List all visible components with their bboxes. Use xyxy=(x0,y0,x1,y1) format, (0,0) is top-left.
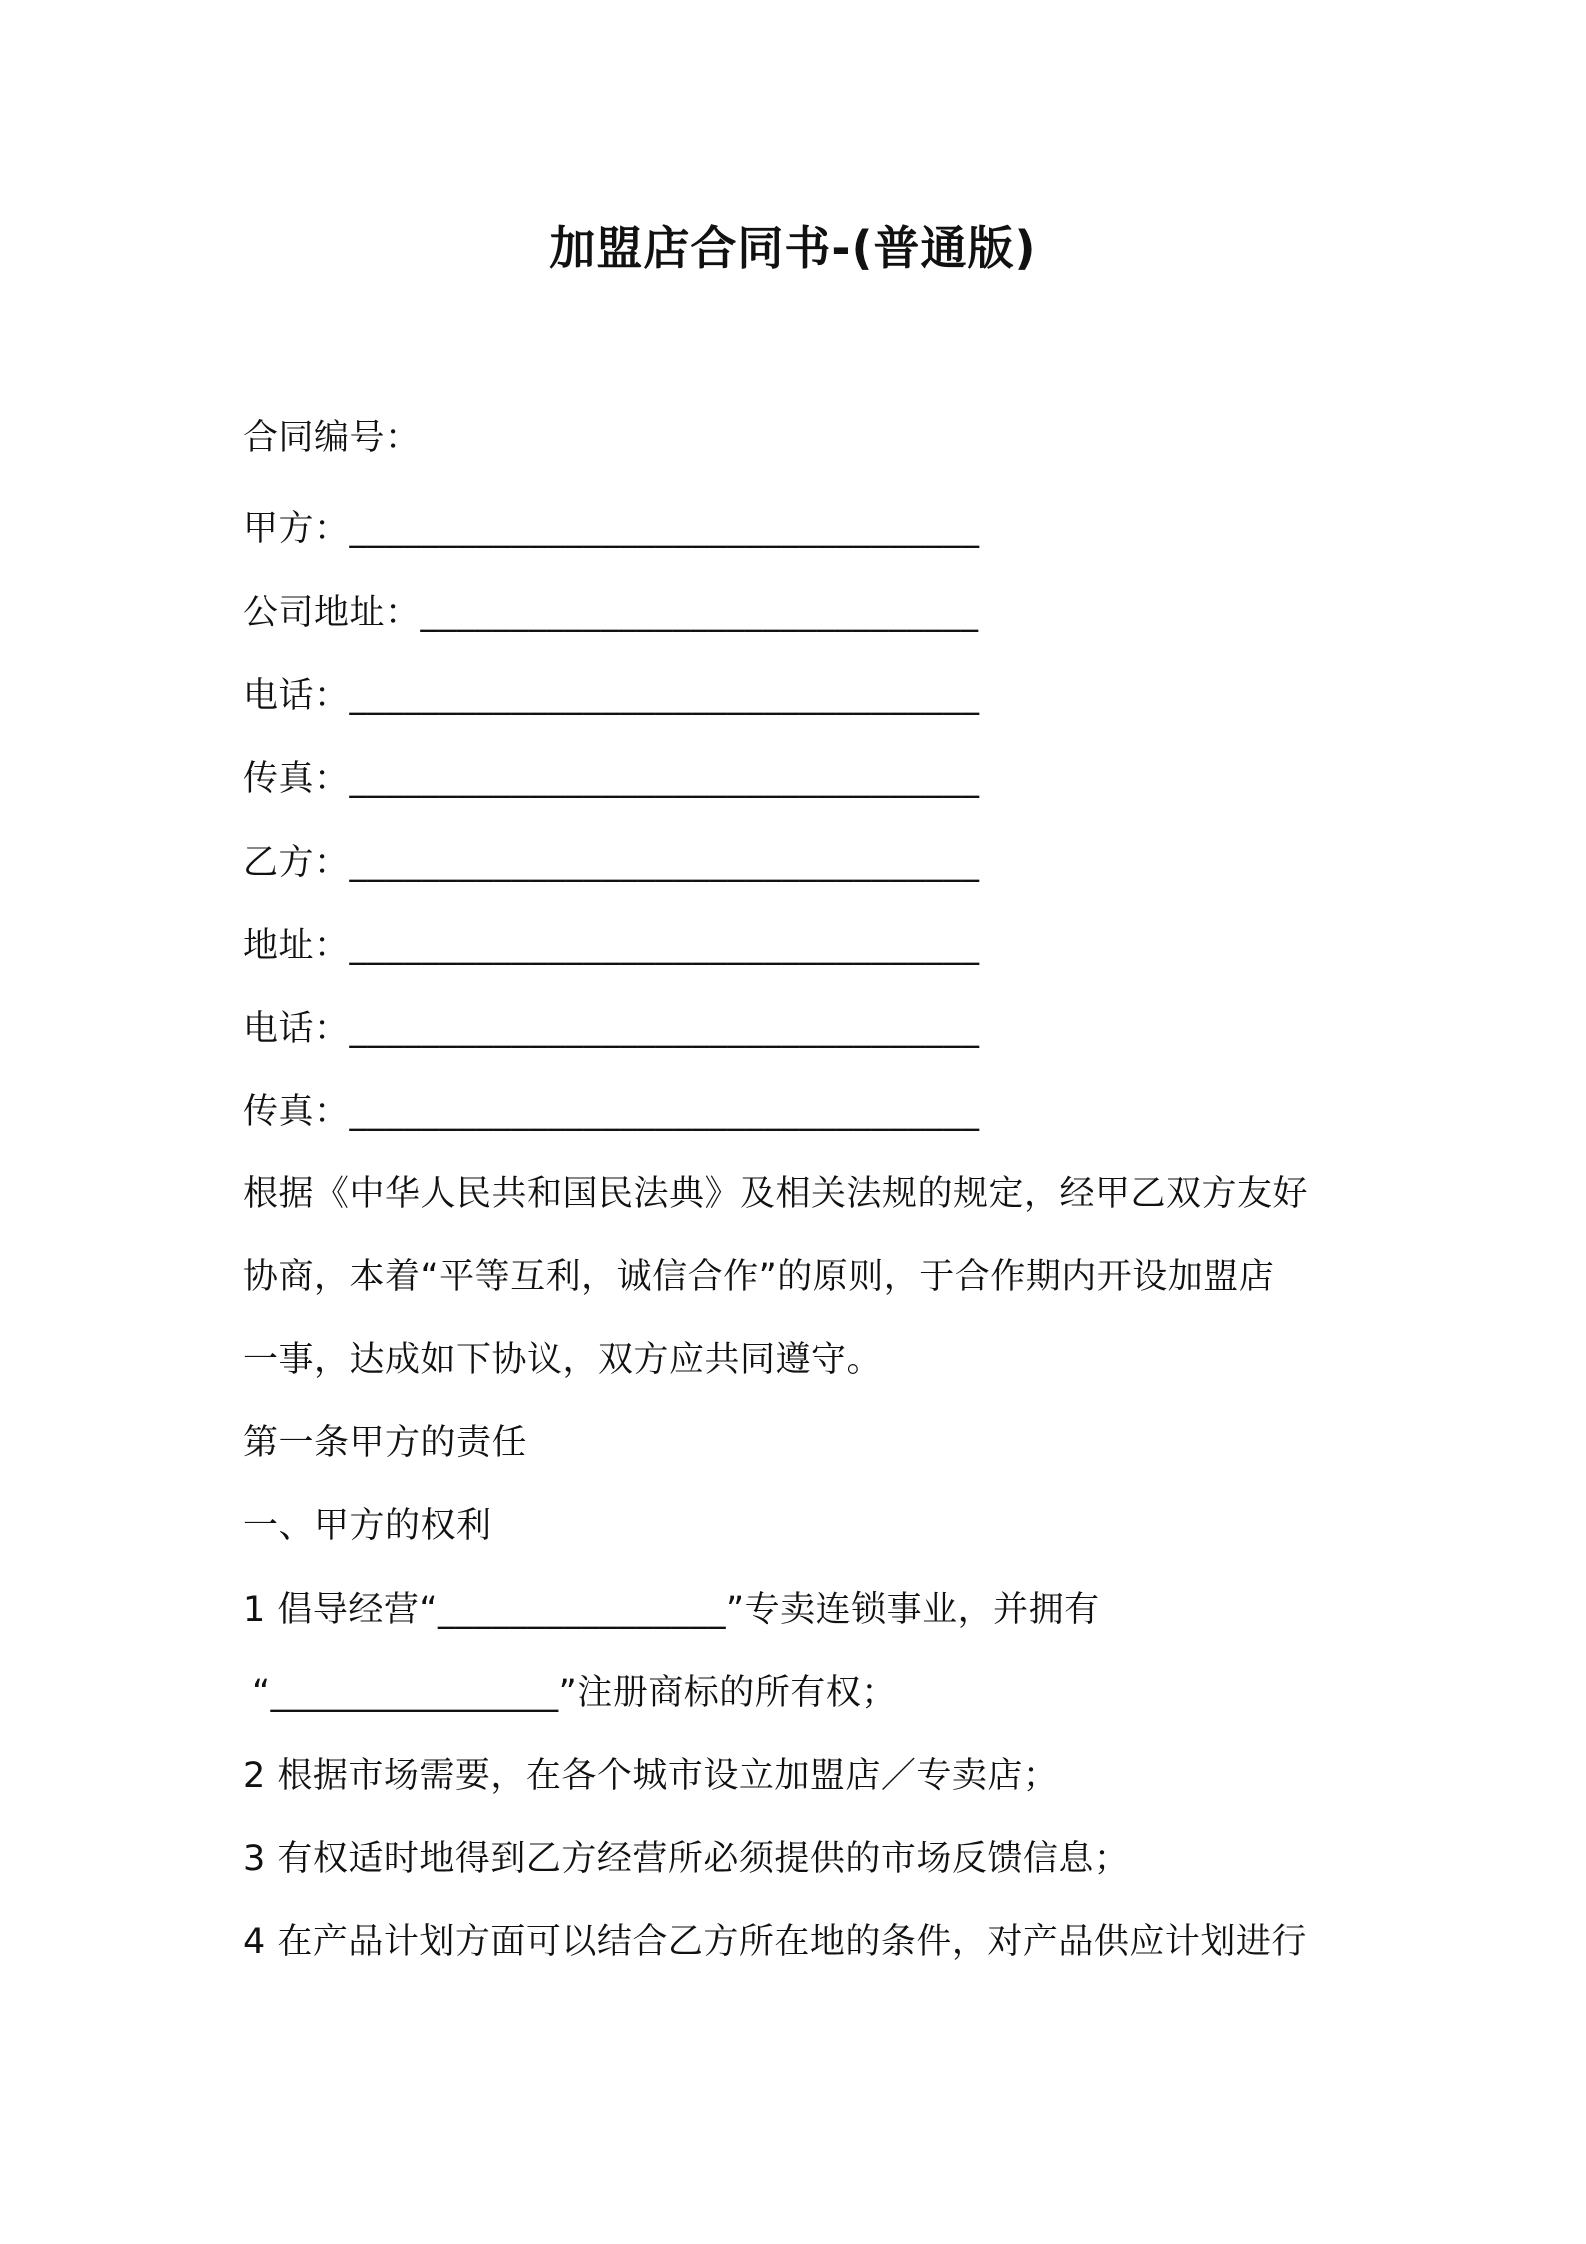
contract-number-line: 合同编号： xyxy=(243,418,421,458)
party-b-fax-line: 传真：___________________________________ xyxy=(243,1092,980,1132)
party-a-line: 甲方：___________________________________ xyxy=(243,509,980,549)
clause-1-line-2: “________________”注册商标的所有权； xyxy=(252,1673,897,1713)
document-title: 加盟店合同书-(普通版) xyxy=(549,221,1037,275)
preamble-line-3: 一事，达成如下协议，双方应共同遵守。 xyxy=(243,1340,883,1380)
party-a-phone-line: 电话：___________________________________ xyxy=(243,676,980,716)
preamble-line-2: 协商，本着“平等互利，诚信合作”的原则，于合作期内开设加盟店 xyxy=(243,1257,1275,1297)
party-b-address-line: 地址：___________________________________ xyxy=(243,926,980,966)
clause-3: 3 有权适时地得到乙方经营所必须提供的市场反馈信息； xyxy=(243,1839,1130,1879)
party-a-fax-line: 传真：___________________________________ xyxy=(243,759,980,799)
preamble-line-1: 根据《中华人民共和国民法典》及相关法规的规定，经甲乙双方友好 xyxy=(243,1174,1309,1214)
party-b-phone-line: 电话：___________________________________ xyxy=(243,1009,980,1049)
clause-4: 4 在产品计划方面可以结合乙方所在地的条件，对产品供应计划进行 xyxy=(243,1922,1307,1962)
article-1-heading: 第一条甲方的责任 xyxy=(243,1423,528,1463)
section-1-heading: 一、甲方的权利 xyxy=(243,1506,492,1546)
company-address-line: 公司地址：_______________________________ xyxy=(243,593,979,633)
clause-1-line-1: 1 倡导经营“________________”专卖连锁事业，并拥有 xyxy=(243,1590,1100,1630)
party-b-line: 乙方：___________________________________ xyxy=(243,843,980,883)
clause-2: 2 根据市场需要，在各个城市设立加盟店／专卖店； xyxy=(243,1756,1059,1796)
